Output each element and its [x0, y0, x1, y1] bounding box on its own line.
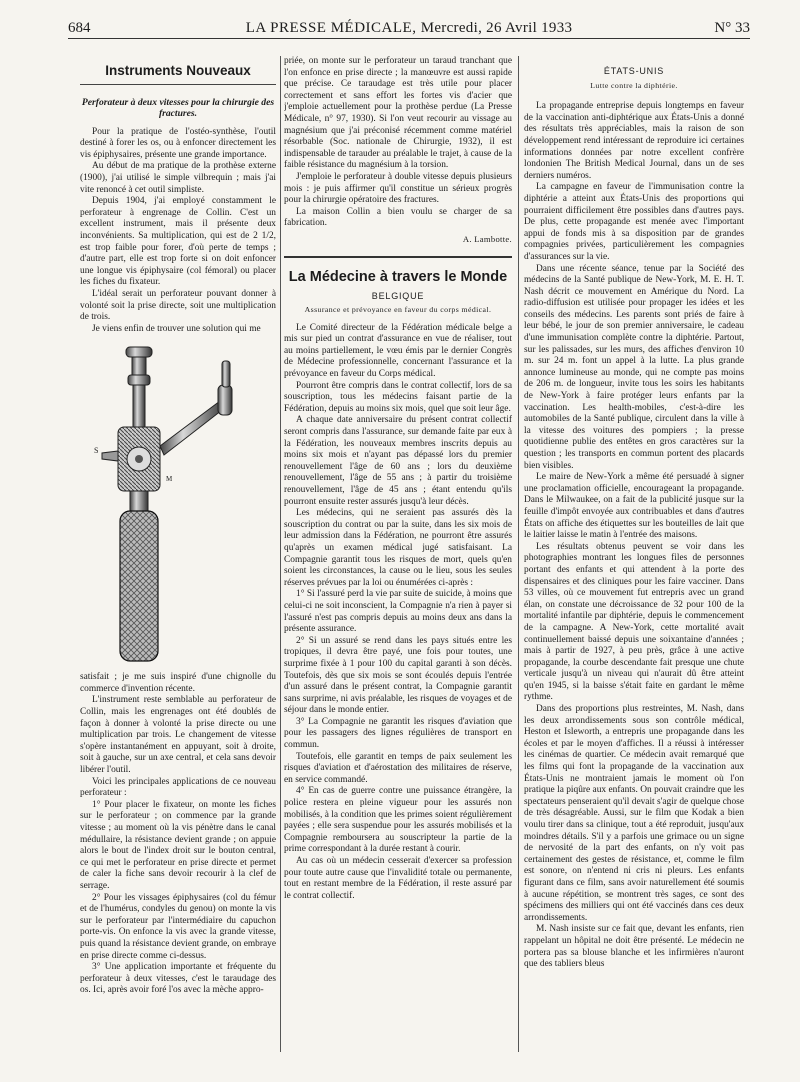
- journal-title: LA PRESSE MÉDICALE,: [245, 20, 417, 36]
- paragraph: Dans une récente séance, tenue par la Société des médecins de la Santé publique de New-York, M. E. H. T. Nash décrit ce mouvement en Amérique du Nord. La radio-diffusion est utilisée pour propager les idées et les conseils des médecins. Les parents sont priés de faire à leur bébé, le jour de son premier anniversaire, le cadeau d'une immunisation complète contre la diphtérie. Partout, sur les palissades, sur les murs, des affiches d'environ 10 m. sur 24 m. font un appel à la lutte. La plus grande annonce lumineuse au monde, qui ne compte pas moins de 206 m. de longueur, invite tous les soirs les habitants de New-York à faire protéger leurs enfants par la vaccination. Les health-mobiles, c'est-à-dire les automobiles de la Santé publique, circulent dans la ville à la vitesse des voitures des pompiers ; la presse quotidienne publie des entêtes en gros caractères sur la question ; les transports en commun portent des placards bien visibles.: [524, 263, 744, 471]
- paragraph: Le maire de New-York a même été persuadé à signer une proclamation officielle, encourageant la propagande. Dans le Milwaukee, on a fait de la publicité jusque sur la feuille d'impôt envoyée aux contribuables et dans d'autres États on affiche des étiquettes sur les bouteilles de lait que le laitier laisse le matin à l'entrée des maisons.: [524, 472, 744, 541]
- paragraph: Pour la pratique de l'ostéo-synthèse, l'outil destiné à forer les os, ou à enfoncer directement les vis épiphysaires, présente une grande importance.: [80, 126, 276, 160]
- paragraph: Les médecins, qui ne seraient pas assurés dès la souscription du contrat ou par la suite, dans les six mois de leur admission dans la Fédération, ne pourront être assurés qu'après un examen médical jugé satisfaisant. La Compagnie garantit tous les risques de mort, quels qu'en soient les circonstances, la cause ou le lieu, sous les seules réserves prévues par la loi ou énumérées ci-après :: [284, 508, 512, 588]
- topic-heading: Assurance et prévoyance en faveur du corps médical.: [304, 304, 492, 314]
- country-heading-belgique: BELGIQUE: [371, 291, 425, 302]
- column-rule-2: [518, 56, 519, 1052]
- section-heading-instruments: Instruments Nouveaux: [80, 56, 276, 85]
- issue-date: Mercredi, 26 Avril 1933: [420, 20, 573, 36]
- running-header: [68, 16, 750, 39]
- column-2: [284, 56, 512, 1052]
- paragraph: La propagande entreprise depuis longtemps en faveur de la vaccination anti-diphtérique aux États-Unis a donné des résultats très appréciables, mais la raison de son développement rend intéressant de reproduire ici certaines informations données par notre excellent confrère londonien The British Medical Journal, dans un de ses derniers numéros.: [524, 101, 744, 181]
- paragraph: Le Comité directeur de la Fédération médicale belge a mis sur pied un contrat d'assurance en vue de réaliser, tout au moins partiellement, le vœu émis par le dernier Congrès de Médecine professionnelle, concernant l'assurance et la prévoyance en faveur du Corps médical.: [284, 322, 512, 380]
- figure-label-m: M: [166, 475, 173, 484]
- country-heading-etats-unis: ÉTATS-UNIS: [603, 66, 665, 76]
- paragraph: Pourront être compris dans le contrat collectif, lors de sa souscription, tous les médecins faisant partie de la Fédération, depuis au moins six mois, quel que soit leur âge.: [284, 380, 512, 414]
- paragraph: 2° Si un assuré se rend dans les pays situés entre les tropiques, il devra être payé, une fois pour toutes, une surprime fixée à 1 pour 100 du capital garanti à son décès. Toutefois, dès que six mois se sont écoulés depuis l'entrée d'un assuré dans le présent contrat, la Compagnie garantit sans surprime, ni avis préalable, les risques de voyages et de séjour dans le monde entier.: [284, 635, 512, 716]
- paragraph: 1° Si l'assuré perd la vie par suite de suicide, à moins que celui-ci ne soit inconscient, la Compagnie n'a rien à payer si l'assuré n'est pas compris depuis au moins deux ans dans la présente assurance.: [284, 589, 512, 635]
- paragraph: 3° La Compagnie ne garantit les risques d'aviation que pour les passagers des lignes régulières de transport en commun.: [284, 716, 512, 751]
- paragraph: satisfait ; je me suis inspiré d'une chignolle du commerce d'invention récente.: [80, 672, 276, 694]
- paragraph: La campagne en faveur de l'immunisation contre la diphtérie a atteint aux États-Unis des proportions qui pourraient difficilement être possibles dans d'autres pays. De plus, cette propagande est menée avec l'important appui de fonds mis à sa disposition par de grandes compagnies privées, particulièrement les compagnies d'assurances sur la vie.: [524, 182, 744, 262]
- paragraph: A chaque date anniversaire du présent contrat collectif seront compris dans l'assurance, sur demande faite par eux à la Fédération, les nouveaux membres inscrits depuis au moins six mois et n'ayant pas dépassé lors du premier renouvellement l'âge de 60 ans ; lors du deuxième renouvellement, l'âge de 55 ans ; à partir du troisième renouvellement, l'âge de 45 ans ; étant entendu qu'ils pourront ensuite rester assurés jusqu'à leur décès.: [284, 415, 512, 507]
- column-rule-1: [280, 56, 281, 1052]
- paragraph: Toutefois, elle garantit en temps de paix seulement les risques d'aviation et d'aérostation des militaires de réserve, en service commandé.: [284, 751, 512, 785]
- paragraph: L'instrument reste semblable au perforateur de Collin, mais les engrenages ont été doublés de façon à donner à volonté la prise directe ou une multiplication par trois. Le changement de vitesse s'opère instantanément en appuyant, soit à droite, soit à gauche, sur un axe central, et cela sans devoir libérer l'outil.: [80, 695, 276, 776]
- figure-label-s: S: [94, 446, 99, 456]
- paragraph: Les résultats obtenus peuvent se voir dans les photographies montrant les longues files de personnes portant des enfants et qui attendent à la porte des dispensaires et des cliniques pour les faire vacciner. Dans 53 villes, où ce mouvement fut entrepris avec un grand élan, on constate une décroissance de 32 pour 100 de la mortalité infantile par diphtérie, depuis le commencement de la campagne. A New-York, cette mortalité avait continuellement baissé depuis une soixantaine d'années ; mais à partir de 1927, à peu près, grâce à une active propagande, la courbe descendante fait presque une chute verticale jusqu'à un niveau qui n'aurait dû être atteint qu'en 1945, si la baisse s'était faite en gardant le même rythme.: [524, 541, 744, 703]
- paragraph: Au cas où un médecin cesserait d'exercer sa profession pour toute autre cause que l'invalidité totale ou permanente, tout en restant membre de la Fédération, il reste assuré par le contrat collectif.: [284, 856, 512, 901]
- paragraph: priée, on monte sur le perforateur un taraud tranchant que l'on enfonce en prise directe ; la manœuvre est aussi rapide que précise. Ce taraudage est très utile pour placer correctement et sans effort les fortes vis d'acier que j'emploie actuellement pour la prothèse perdue (La Presse Médicale, n° 97, 1930). Si l'on veut recourir au vissage au magnésium que j'ai préconisé récemment comme matériel résorbable (Soc. nationale de Chirurgie, 1932), il est indispensable de tarauder au préalable le trajet, à cause de la faible résistance du magnésium à la torsion.: [284, 56, 512, 171]
- topic-heading: Lutte contre la diphtérie.: [590, 80, 678, 90]
- paragraph: Depuis 1904, j'ai employé constamment le perforateur à engrenage de Collin. C'est un excellent instrument, mais il présente deux inconvénients. Sa multiplication, qui est de 2 1/2, est trop faible pour forer, d'où perte de temps ; d'autre part, elle est trop forte si on doit enfoncer une longue vis épiphysaire (col fémoral) ou placer les fiches du fixateur.: [80, 196, 276, 288]
- column-1: [80, 56, 276, 1052]
- paragraph: 3° Une application importante et fréquente du perforateur à deux vitesses, c'est le taraudage des os. Ici, après avoir foré l'os avec la mèche appro-: [80, 962, 276, 996]
- column-3: [524, 56, 744, 1052]
- page-number: 684: [68, 20, 91, 36]
- paragraph: M. Nash insiste sur ce fait que, devant les enfants, rien rappelant un hôpital ne doit être présenté. Le médecin ne portera pas sa blouse blanche et les infirmières n'auront que des tabliers bleus: [524, 924, 744, 970]
- paragraph: L'idéal serait un perforateur pouvant donner à volonté soit la prise directe, soit une multiplication de trois.: [80, 288, 276, 323]
- issue-number: N° 33: [714, 20, 750, 36]
- journal-title-line: [68, 20, 750, 37]
- paragraph: 2° Pour les vissages épiphysaires (col du fémur et de l'humérus, condyles du genou) on monte la vis sur le perforateur par l'intermédiaire du capuchon porte-vis. On enfonce la vis avec la grande vitesse, puis quand la résistance devient grande, on embraye en prise directe comme ci-dessus.: [80, 892, 276, 961]
- paragraph: La maison Collin a bien voulu se charger de sa fabrication.: [284, 206, 512, 229]
- paragraph: Au début de ma pratique de la prothèse externe (1900), j'ai utilisé le simple vilbrequin ; mais j'ai vite renoncé à cet outil simpliste.: [80, 161, 276, 195]
- perforator-drawing: [80, 341, 276, 666]
- paragraph: Voici les principales applications de ce nouveau perforateur :: [80, 776, 276, 799]
- paragraph: J'emploie le perforateur à double vitesse depuis plusieurs mois : je puis affirmer qu'il constitue un sérieux progrès pour la chirurgie opératoire des fractures.: [284, 171, 512, 206]
- paragraph: Dans des proportions plus restreintes, M. Nash, dans les deux arrondissements sous son contrôle médical, Heston et Isleworth, a entrepris une propagande dans les écoles et par le moyen d'affiches. Il a réussi à intéresser les cinémas de quartier. Ce médecin avait remarqué que les films qui font la propagande de la vaccination aux États-Unis ne montraient jamais le moment où l'on pratique la piqûre aux enfants. On pouvait craindre que les spectateurs penseraient qu'il devait s'agir de quelque chose de très désagréable. Aussi, sur le film que Kodak a bien voulu tirer dans sa clinique, tout a été reproduit, jusqu'aux moindres détails. S'il y a parfois une grimace ou un signe de nervosité de la part des enfants, on n'y voit pas certainement des gestes de résistance, et, comme le film est sonore, on n'entend ni cris ni pleurs. Les enfants figurant dans ce film, sans avoir naturellement été soumis à aucune répétition, se montrent très sages, ce sont des spécimens des milliers qui ont été vaccinés dans ces deux arrondissements.: [524, 704, 744, 923]
- section-heading-medecine: La Médecine à travers le Monde: [288, 268, 508, 285]
- drill-illustration: [80, 341, 276, 666]
- paragraph: Je viens enfin de trouver une solution qui me: [92, 323, 261, 334]
- paragraph: 4° En cas de guerre contre une puissance étrangère, la police restera en pleine vigueur pour les assurés non mobilisés, à la condition que les primes soient régulièrement payées ; elle sera suspendue pour les assurés mobilisés et la Compagnie remboursera au souscripteur la partie de la prime correspondant à la durée restant à courir.: [284, 786, 512, 855]
- paragraph: 1° Pour placer le fixateur, on monte les fiches sur le perforateur ; on commence par la grande vitesse ; au moment où la vis pénètre dans le canal médullaire, la résistance devient grande ; on appuie alors le bout de l'index droit sur le bouton central, ce qui met le perforateur en prise directe et permet de caler la fiche sans devoir recourir à la clef de serrage.: [80, 799, 276, 891]
- article-subtitle: Perforateur à deux vitesses pour la chirurgie des fractures.: [81, 96, 275, 119]
- author-signature: A. Lambotte.: [462, 233, 512, 244]
